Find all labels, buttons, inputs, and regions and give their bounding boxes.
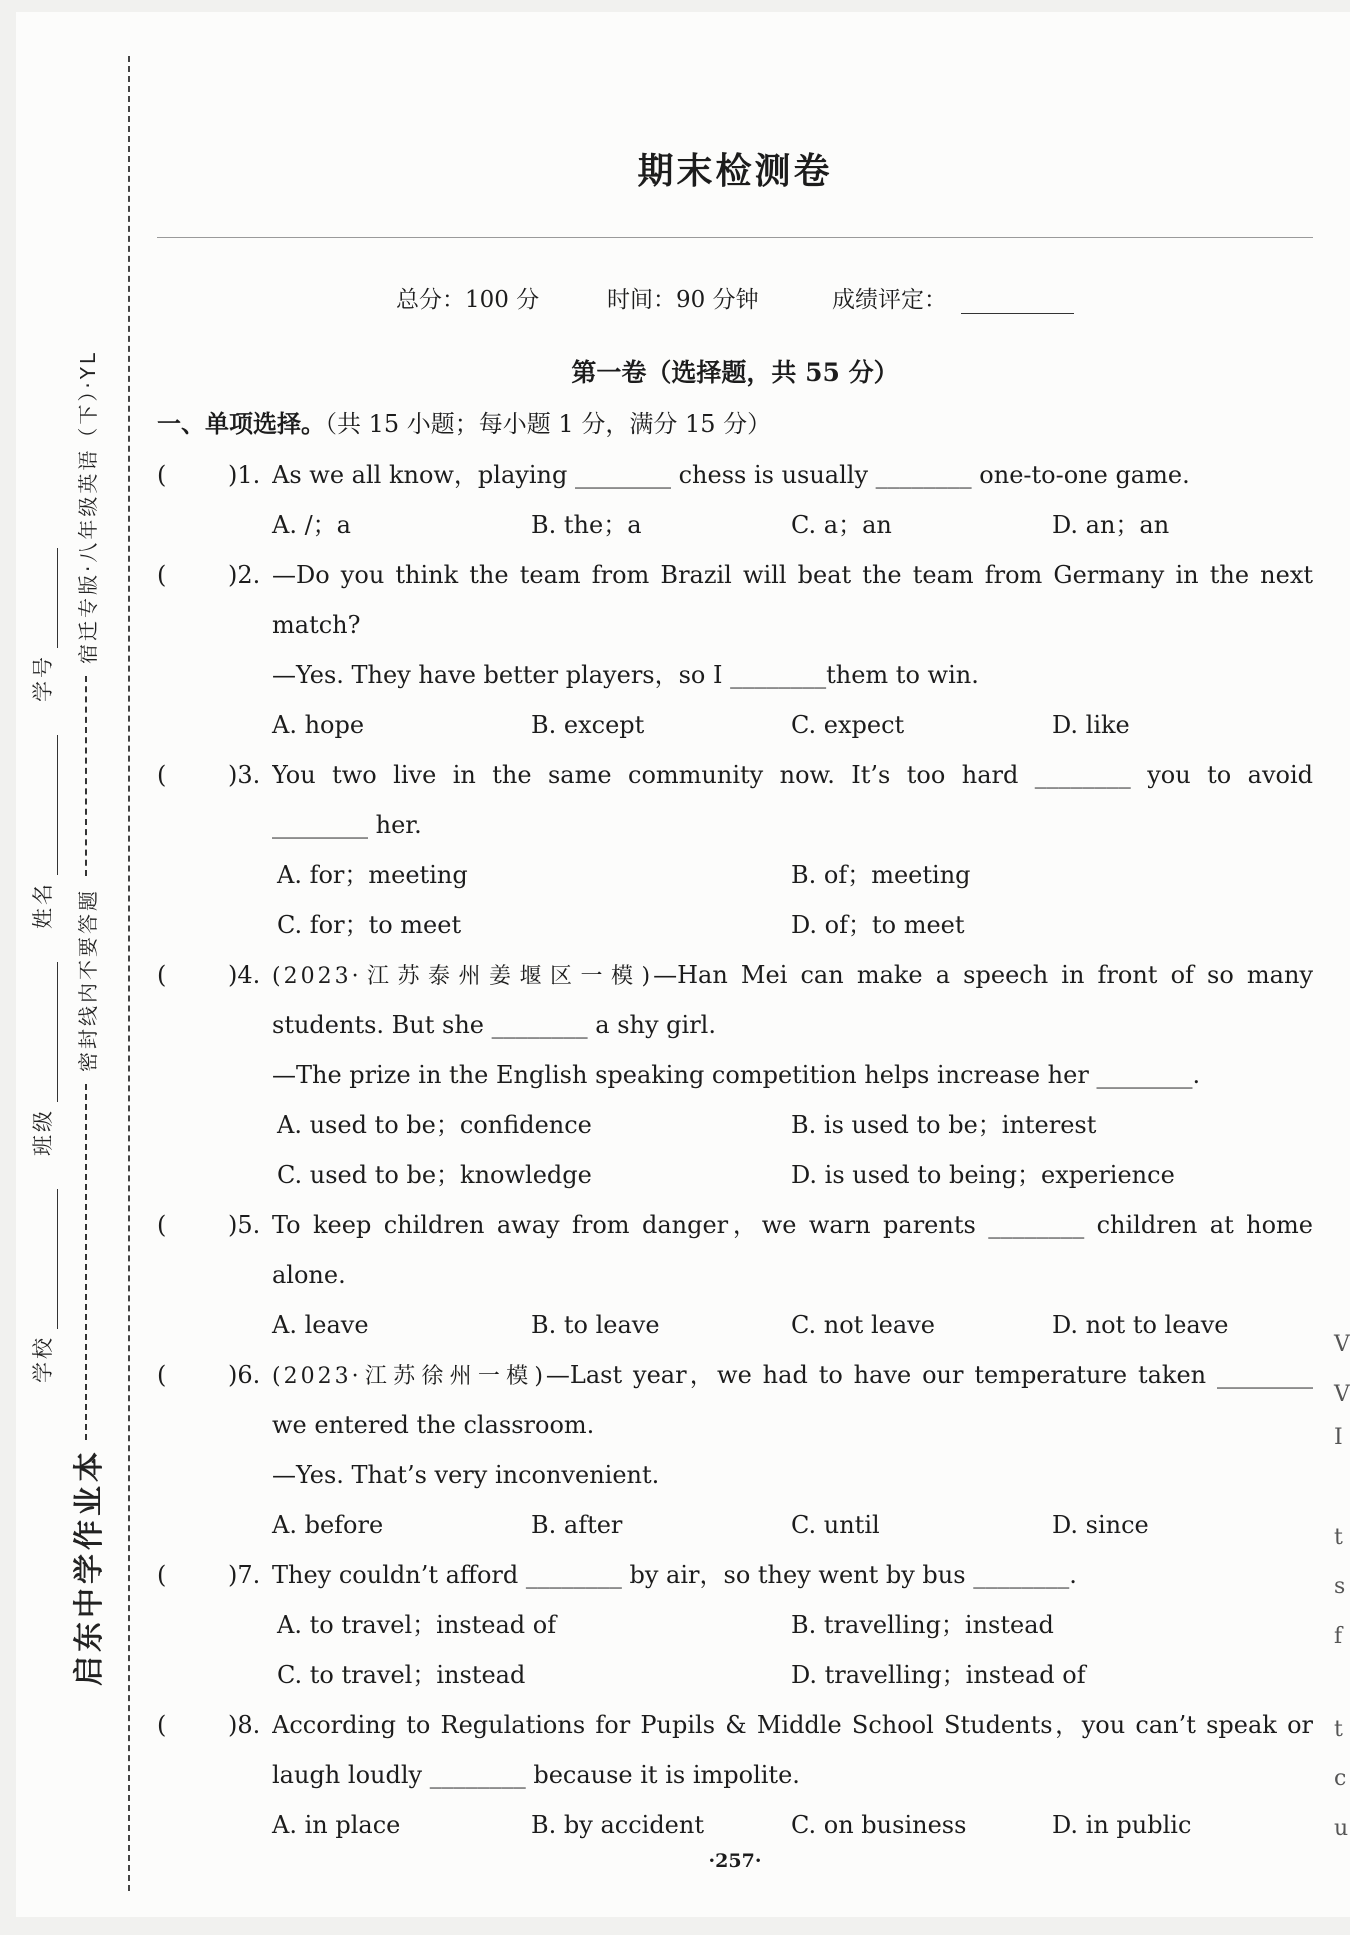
exam-time: 时间：90 分钟 [607, 287, 759, 313]
binding-margin-strip [66, 267, 106, 1711]
option-c: C. expect [791, 711, 905, 739]
option-row [272, 900, 1313, 950]
question-stem-line: —The prize in the English speaking competition helps increase her ________. [272, 1061, 1201, 1089]
option-d: D. of；to meet [791, 911, 965, 939]
question-number [228, 450, 260, 500]
name-blank [33, 735, 58, 875]
option-d: D. an；an [1052, 511, 1170, 539]
option-d: D. not to leave [1052, 1311, 1229, 1339]
edge-fragment: c [1334, 1766, 1347, 1791]
class-blank [33, 962, 58, 1102]
answer-bracket-open: ( [157, 461, 167, 489]
option-a: A. used to be；confidence [277, 1111, 592, 1139]
option-b: B. except [531, 711, 645, 739]
question-stem-line: They couldn’t afford ________ by air，so they went by bus ________. [272, 1561, 1077, 1589]
student-info-fields [22, 564, 58, 1383]
student-number-label: 学号 [31, 654, 55, 702]
section-note: （共 15 小题；每小题 1 分，满分 15 分） [325, 410, 772, 438]
question-number [228, 950, 260, 1000]
question-stem-line: we entered the classroom. [272, 1411, 595, 1439]
option-a: A. for；meeting [277, 861, 468, 889]
option-a: A. before [272, 1511, 384, 1539]
seal-dash-segment [85, 1084, 87, 1440]
question-stem-line: students. But she ________ a shy girl. [272, 1011, 716, 1039]
question-number-text: 2. [237, 561, 261, 589]
option-c: C. for；to meet [277, 911, 462, 939]
option-c: C. to travel；instead [277, 1661, 526, 1689]
answer-bracket-open: ( [157, 1211, 167, 1239]
answer-bracket-open: ( [157, 1561, 167, 1589]
question-stem-line: laugh loudly ________ because it is impolite. [272, 1761, 800, 1789]
question-stem-line: You two live in the same community now. It’s too hard ________ you to avoid [272, 761, 1313, 789]
class-label: 班级 [31, 1108, 55, 1156]
question-number [228, 1200, 260, 1250]
question-line [157, 1350, 1313, 1400]
school-label: 学校 [31, 1335, 55, 1383]
option-d: D. like [1052, 711, 1130, 739]
question-line [157, 1700, 1313, 1750]
answer-bracket-open: ( [157, 761, 167, 789]
question-number-text: 3. [237, 761, 261, 789]
edge-fragment: s [1334, 1574, 1346, 1599]
edge-fragment: t [1334, 1717, 1343, 1742]
grade-blank [961, 291, 1074, 314]
answer-bracket-close: ) [228, 1711, 238, 1739]
option-c: C. until [791, 1511, 880, 1539]
name-field [28, 702, 58, 929]
question-number-text: 7. [237, 1561, 261, 1589]
option-c: C. a；an [791, 511, 892, 539]
question-line [157, 550, 1313, 600]
question-number-text: 8. [237, 1711, 261, 1739]
question-line [157, 750, 1313, 800]
page-number: ·257· [708, 1850, 762, 1872]
option-row [272, 1100, 1313, 1150]
question-stem-line: ________ her. [272, 811, 422, 839]
option-d: D. travelling；instead of [791, 1661, 1086, 1689]
question-line [157, 950, 1313, 1000]
answer-bracket-close: ) [228, 761, 238, 789]
question-number [228, 1550, 260, 1600]
option-c: C. used to be；knowledge [277, 1161, 592, 1189]
question-number [228, 1350, 260, 1400]
question-stem-line [272, 950, 1313, 1000]
part-title: 第一卷（选择题，共 55 分） [571, 358, 899, 387]
option-b: B. travelling；instead [791, 1611, 1054, 1639]
option-c: C. not leave [791, 1311, 935, 1339]
question-stem-line: As we all know，playing ________ chess is usually ________ one-to-one game. [272, 461, 1190, 489]
student-number-field [28, 548, 58, 702]
question-stem-text: —Han Mei can make a speech in front of so many [653, 961, 1313, 989]
school-blank [33, 1189, 58, 1329]
question-stem-line: —Yes. They have better players，so I ________them to win. [272, 661, 979, 689]
option-a: A. /；a [272, 511, 351, 539]
option-b: B. to leave [531, 1311, 660, 1339]
option-a: A. in place [272, 1811, 401, 1839]
option-b: B. after [531, 1511, 623, 1539]
total-score: 总分：100 分 [396, 287, 540, 313]
question-number [228, 750, 260, 800]
brand-label: 启东中学作业本 [72, 1448, 107, 1686]
option-row [272, 700, 1313, 750]
name-label: 姓名 [31, 881, 55, 929]
grade-label: 成绩评定： [832, 287, 947, 313]
option-b: B. the；a [531, 511, 642, 539]
question-line [157, 1200, 1313, 1250]
class-field [28, 929, 58, 1156]
edge-fragment: V [1334, 1332, 1350, 1357]
question-stem-line: According to Regulations for Pupils & Middle School Students，you can’t speak or [272, 1711, 1313, 1739]
answer-bracket-close: ) [228, 1561, 238, 1589]
answer-bracket-open: ( [157, 961, 167, 989]
student-number-blank [33, 548, 58, 648]
option-b: B. by accident [531, 1811, 704, 1839]
question-stem-text: —Last year，we had to have our temperature taken ________ [545, 1361, 1313, 1389]
option-a: A. to travel；instead of [277, 1611, 557, 1639]
answer-bracket-close: ) [228, 1211, 238, 1239]
question-line [157, 450, 1313, 500]
question-number [228, 1700, 260, 1750]
question-list [157, 450, 1313, 1850]
question-number [228, 550, 260, 600]
option-row [272, 1600, 1313, 1650]
answer-bracket-open: ( [157, 1361, 167, 1389]
answer-bracket-close: ) [228, 461, 238, 489]
question-number-text: 6. [237, 1361, 261, 1389]
question-source: (2023·江苏徐州一模) [272, 1364, 546, 1389]
edge-fragment: I [1334, 1425, 1343, 1450]
question-stem-line: —Do you think the team from Brazil will beat the team from Germany in the next [272, 561, 1313, 589]
option-d: D. since [1052, 1511, 1149, 1539]
seal-dashed-line [128, 56, 130, 1891]
question-number-text: 1. [237, 461, 261, 489]
edge-fragment: u [1334, 1816, 1349, 1841]
option-a: A. leave [272, 1311, 369, 1339]
question-stem-line: match? [272, 611, 361, 639]
option-b: B. of；meeting [791, 861, 971, 889]
question-number-text: 4. [237, 961, 261, 989]
option-row [272, 1150, 1313, 1200]
question-stem-line [272, 1350, 1313, 1400]
school-field [28, 1156, 58, 1383]
question-line [157, 1550, 1313, 1600]
option-row [272, 850, 1313, 900]
title-divider [157, 237, 1313, 238]
option-row [272, 1300, 1313, 1350]
section-title: 一、单项选择。 [157, 409, 325, 438]
option-d: D. is used to being；experience [791, 1161, 1175, 1189]
seal-notice: 密封线内不要答题 [75, 888, 100, 1072]
question-stem-line: To keep children away from danger，we warn parents ________ children at home [272, 1211, 1313, 1239]
answer-bracket-open: ( [157, 561, 167, 589]
answer-bracket-close: ) [228, 961, 238, 989]
option-c: C. on business [791, 1811, 967, 1839]
section-heading [157, 406, 771, 442]
answer-bracket-close: ) [228, 561, 238, 589]
edge-fragment: f [1334, 1624, 1343, 1649]
question-source: (2023·江苏泰州姜堰区一模) [272, 964, 654, 989]
option-b: B. is used to be；interest [791, 1111, 1097, 1139]
edge-fragment: t [1334, 1525, 1343, 1550]
option-row [272, 500, 1313, 550]
question-number-text: 5. [237, 1211, 261, 1239]
edition-label: 宿迁专版·八年级英语（下）·YL [75, 349, 100, 664]
option-d: D. in public [1052, 1811, 1192, 1839]
seal-dash-segment [85, 676, 87, 876]
answer-bracket-open: ( [157, 1711, 167, 1739]
option-row [272, 1800, 1313, 1850]
option-a: A. hope [272, 711, 365, 739]
answer-bracket-close: ) [228, 1361, 238, 1389]
question-stem-line: alone. [272, 1261, 346, 1289]
question-stem-line: —Yes. That’s very inconvenient. [272, 1461, 660, 1489]
option-row [272, 1650, 1313, 1700]
edge-fragment: V [1334, 1382, 1350, 1407]
option-row [272, 1500, 1313, 1550]
exam-title: 期末检测卷 [637, 150, 833, 192]
